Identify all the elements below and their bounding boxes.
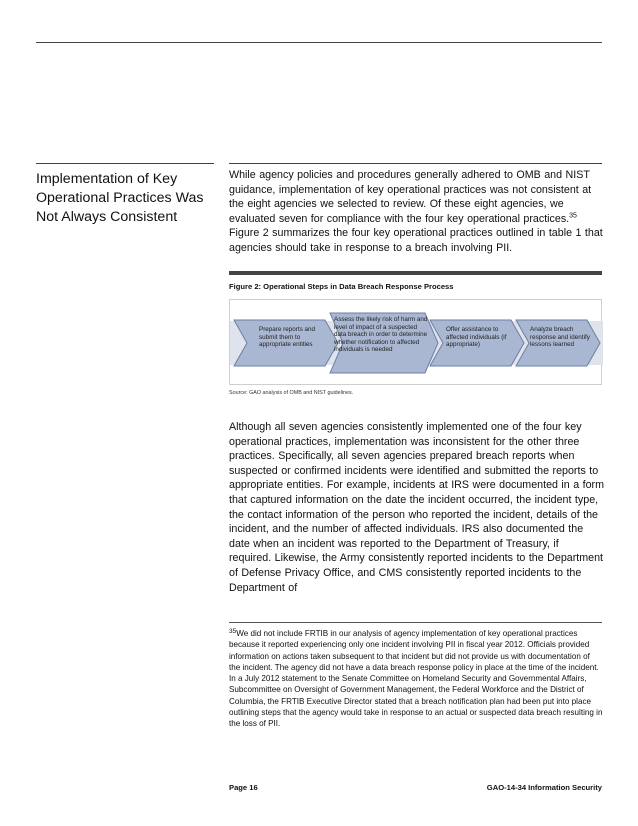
- footnote: [229, 626, 603, 730]
- paragraph-intro-text: While agency policies and procedures generally adhered to OMB and NIST guidance, implementation of key operational practices was not consistent at the eight agencies we selected to review. Of these eight agencies, we evaluated seven for compliance with the four key operational practices.: [229, 169, 592, 225]
- section-rule-right: [229, 163, 602, 164]
- page-number: Page 16: [229, 783, 258, 792]
- footnote-number: 35: [229, 628, 237, 635]
- step-4-label: Analyze breach response and identify lessons learned: [530, 326, 590, 349]
- figure-title: Figure 2: Operational Steps in Data Breach Response Process: [229, 282, 454, 291]
- top-rule: [36, 42, 602, 43]
- step-2-label: Assess the likely risk of harm and level of impact of a suspected data breach in order to determine whether notification to affected individuals is needed: [334, 316, 428, 354]
- paragraph-intro: [229, 168, 604, 256]
- report-id: GAO-14-34 Information Security: [486, 783, 602, 792]
- figure-top-band: [229, 271, 602, 275]
- section-rule-left: [36, 163, 214, 164]
- side-heading: Implementation of Key Operational Practices Was Not Always Consistent: [36, 171, 204, 225]
- footnote-ref[interactable]: 35: [569, 212, 577, 220]
- paragraph-intro-text-cont: Figure 2 summarizes the four key operational practices outlined in table 1 that agencies should take in response to a breach involving PII.: [229, 227, 603, 254]
- step-1-label: Prepare reports and submit them to appropriate entities: [259, 326, 316, 349]
- figure-source: Source: GAO analysis of OMB and NIST guidelines.: [229, 390, 354, 396]
- paragraph-findings: Although all seven agencies consistently implemented one of the four key operational practices, implementation was inconsistent for the other three practices. Specifically, all seven agencies prepared breach reports when suspected or confirmed incidents were identified and submitted the reports to appropriate entities. For example, incidents at IRS were documented in a form that captured information on the date the incident occurred, the incident type, the contact information of the person who reported the incident, details of the incident, and the number of affected individuals. IRS also documented the date when an incident was reported to the Department of Treasury, if required. Likewise, the Army consistently reported incidents to the Department of Defense Privacy Office, and CMS consistently reported incidents to the Department of: [229, 421, 604, 594]
- figure-process-diagram: [229, 299, 602, 385]
- footnote-text: We did not include FRTIB in our analysis of agency implementation of key operational practices because it reported experiencing only one incident involving PII in fiscal year 2012. Officials provided information on actions taken subsequent to that incident but did not provide us with documentation of the incident. The agency did not have a data breach response policy in place at the time of the incident. In a July 2012 statement to the Senate Committee on Homeland Security and Governmental Affairs, Subcommittee on Oversight of Government Management, the Federal Workforce and the District of Columbia, the FRTIB Executive Director stated that a breach notification plan had been put into place outlining steps that the agency would take in response to an actual or suspected data breach resulting in the loss of PII.: [229, 629, 603, 729]
- footnote-rule: [229, 622, 602, 623]
- step-3-label: Offer assistance to affected individuals (if appropriate): [446, 326, 507, 349]
